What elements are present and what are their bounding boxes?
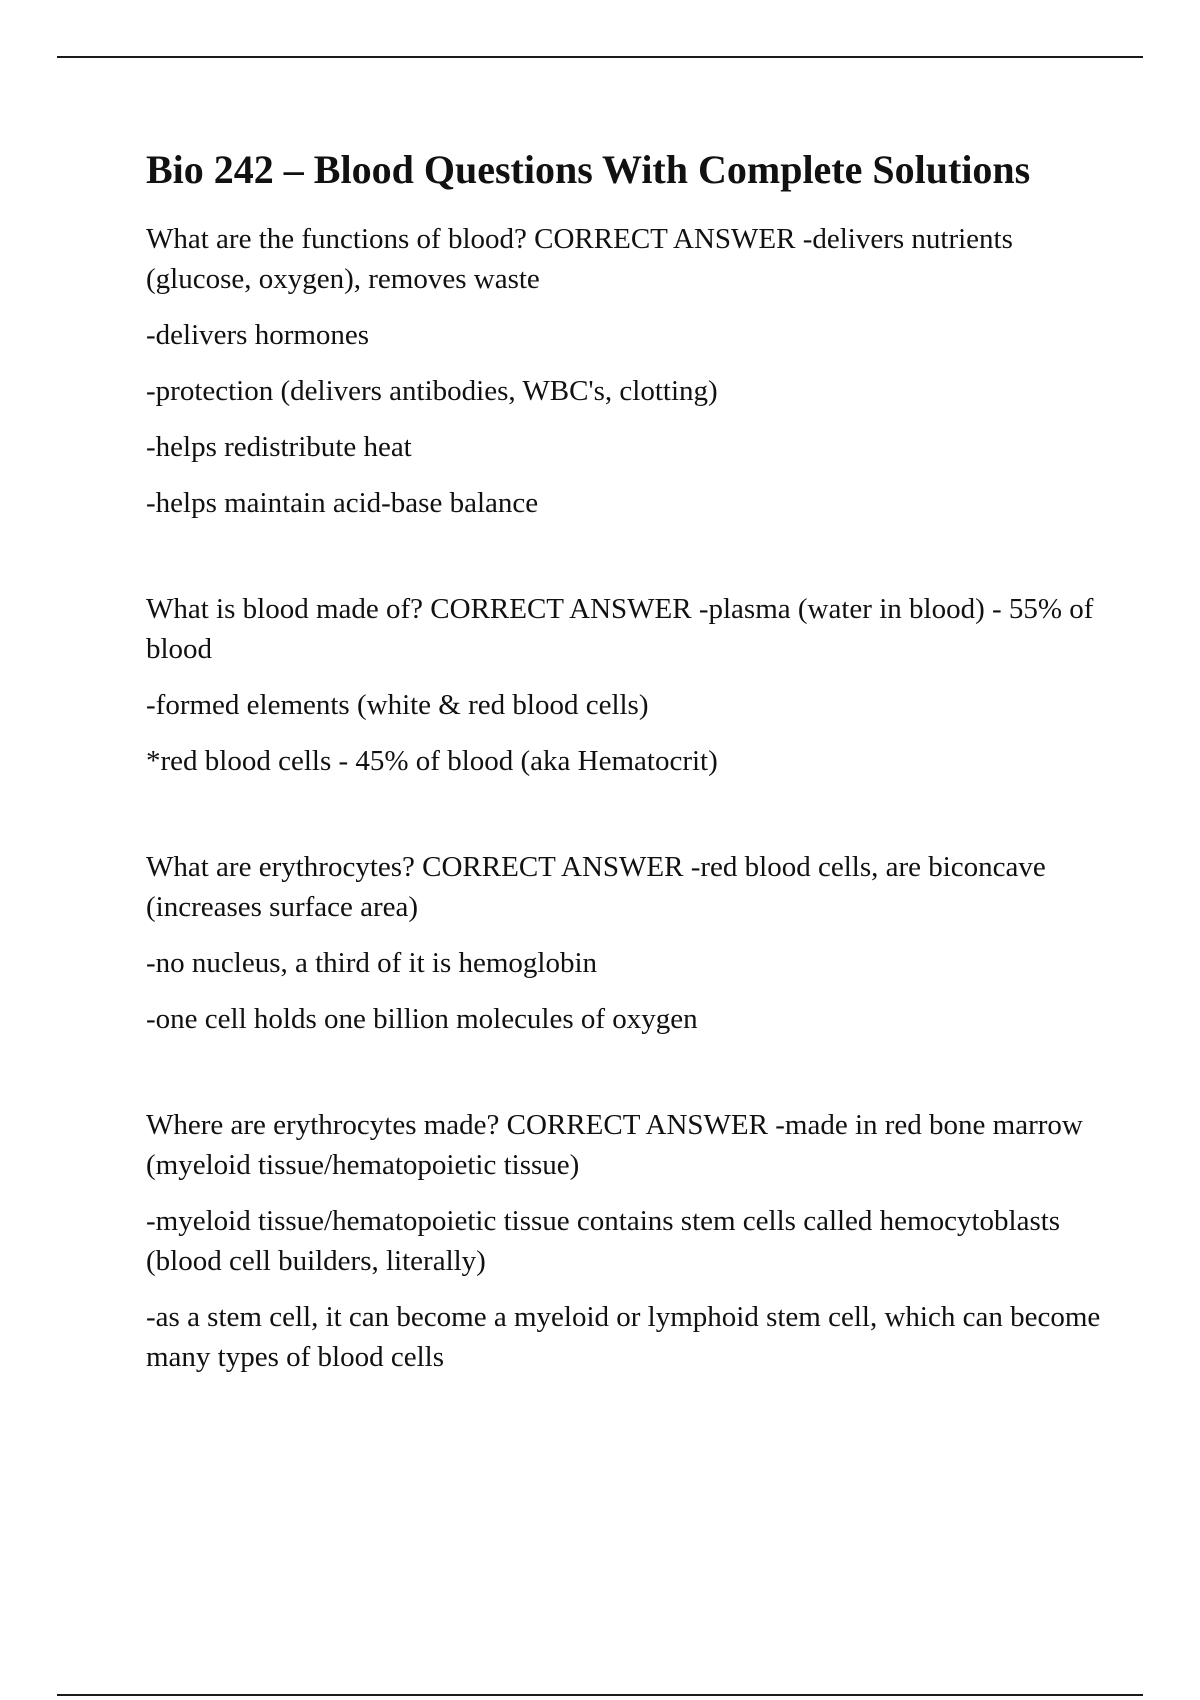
- question-paragraph: What are the functions of blood? CORRECT ANSWER -delivers nutrients (glucose, oxygen), removes waste: [146, 223, 1013, 295]
- document-title: Bio 242 – Blood Questions With Complete Solutions: [146, 147, 1031, 192]
- question-paragraph: What is blood made of? CORRECT ANSWER -plasma (water in blood) - 55% of blood: [146, 593, 1094, 665]
- qa-item: [146, 1105, 1106, 1377]
- top-divider: [57, 56, 1143, 58]
- answer-paragraph: -delivers hormones: [146, 319, 370, 351]
- qa-item: [146, 847, 1106, 1039]
- bottom-divider: [57, 1694, 1143, 1696]
- question-paragraph: What are erythrocytes? CORRECT ANSWER -red blood cells, are biconcave (increases surface area): [146, 851, 1046, 923]
- question-paragraph: Where are erythrocytes made? CORRECT ANSWER -made in red bone marrow (myeloid tissue/hematopoietic tissue): [146, 1109, 1083, 1181]
- answer-paragraph: -helps maintain acid-base balance: [146, 487, 539, 519]
- answer-paragraph: -no nucleus, a third of it is hemoglobin: [146, 947, 598, 979]
- answer-paragraph: -as a stem cell, it can become a myeloid or lymphoid stem cell, which can become many types of blood cells: [146, 1301, 1101, 1373]
- answer-paragraph: -formed elements (white & red blood cells): [146, 689, 649, 721]
- answer-paragraph: *red blood cells - 45% of blood (aka Hematocrit): [146, 745, 718, 777]
- answer-paragraph: -helps redistribute heat: [146, 431, 412, 463]
- answer-paragraph: -one cell holds one billion molecules of oxygen: [146, 1003, 698, 1035]
- answer-paragraph: -protection (delivers antibodies, WBC's, clotting): [146, 375, 718, 407]
- document-body: [146, 142, 1106, 1443]
- qa-item: [146, 589, 1106, 781]
- answer-paragraph: -myeloid tissue/hematopoietic tissue contains stem cells called hemocytoblasts (blood cell builders, literally): [146, 1205, 1061, 1277]
- qa-item: [146, 219, 1106, 523]
